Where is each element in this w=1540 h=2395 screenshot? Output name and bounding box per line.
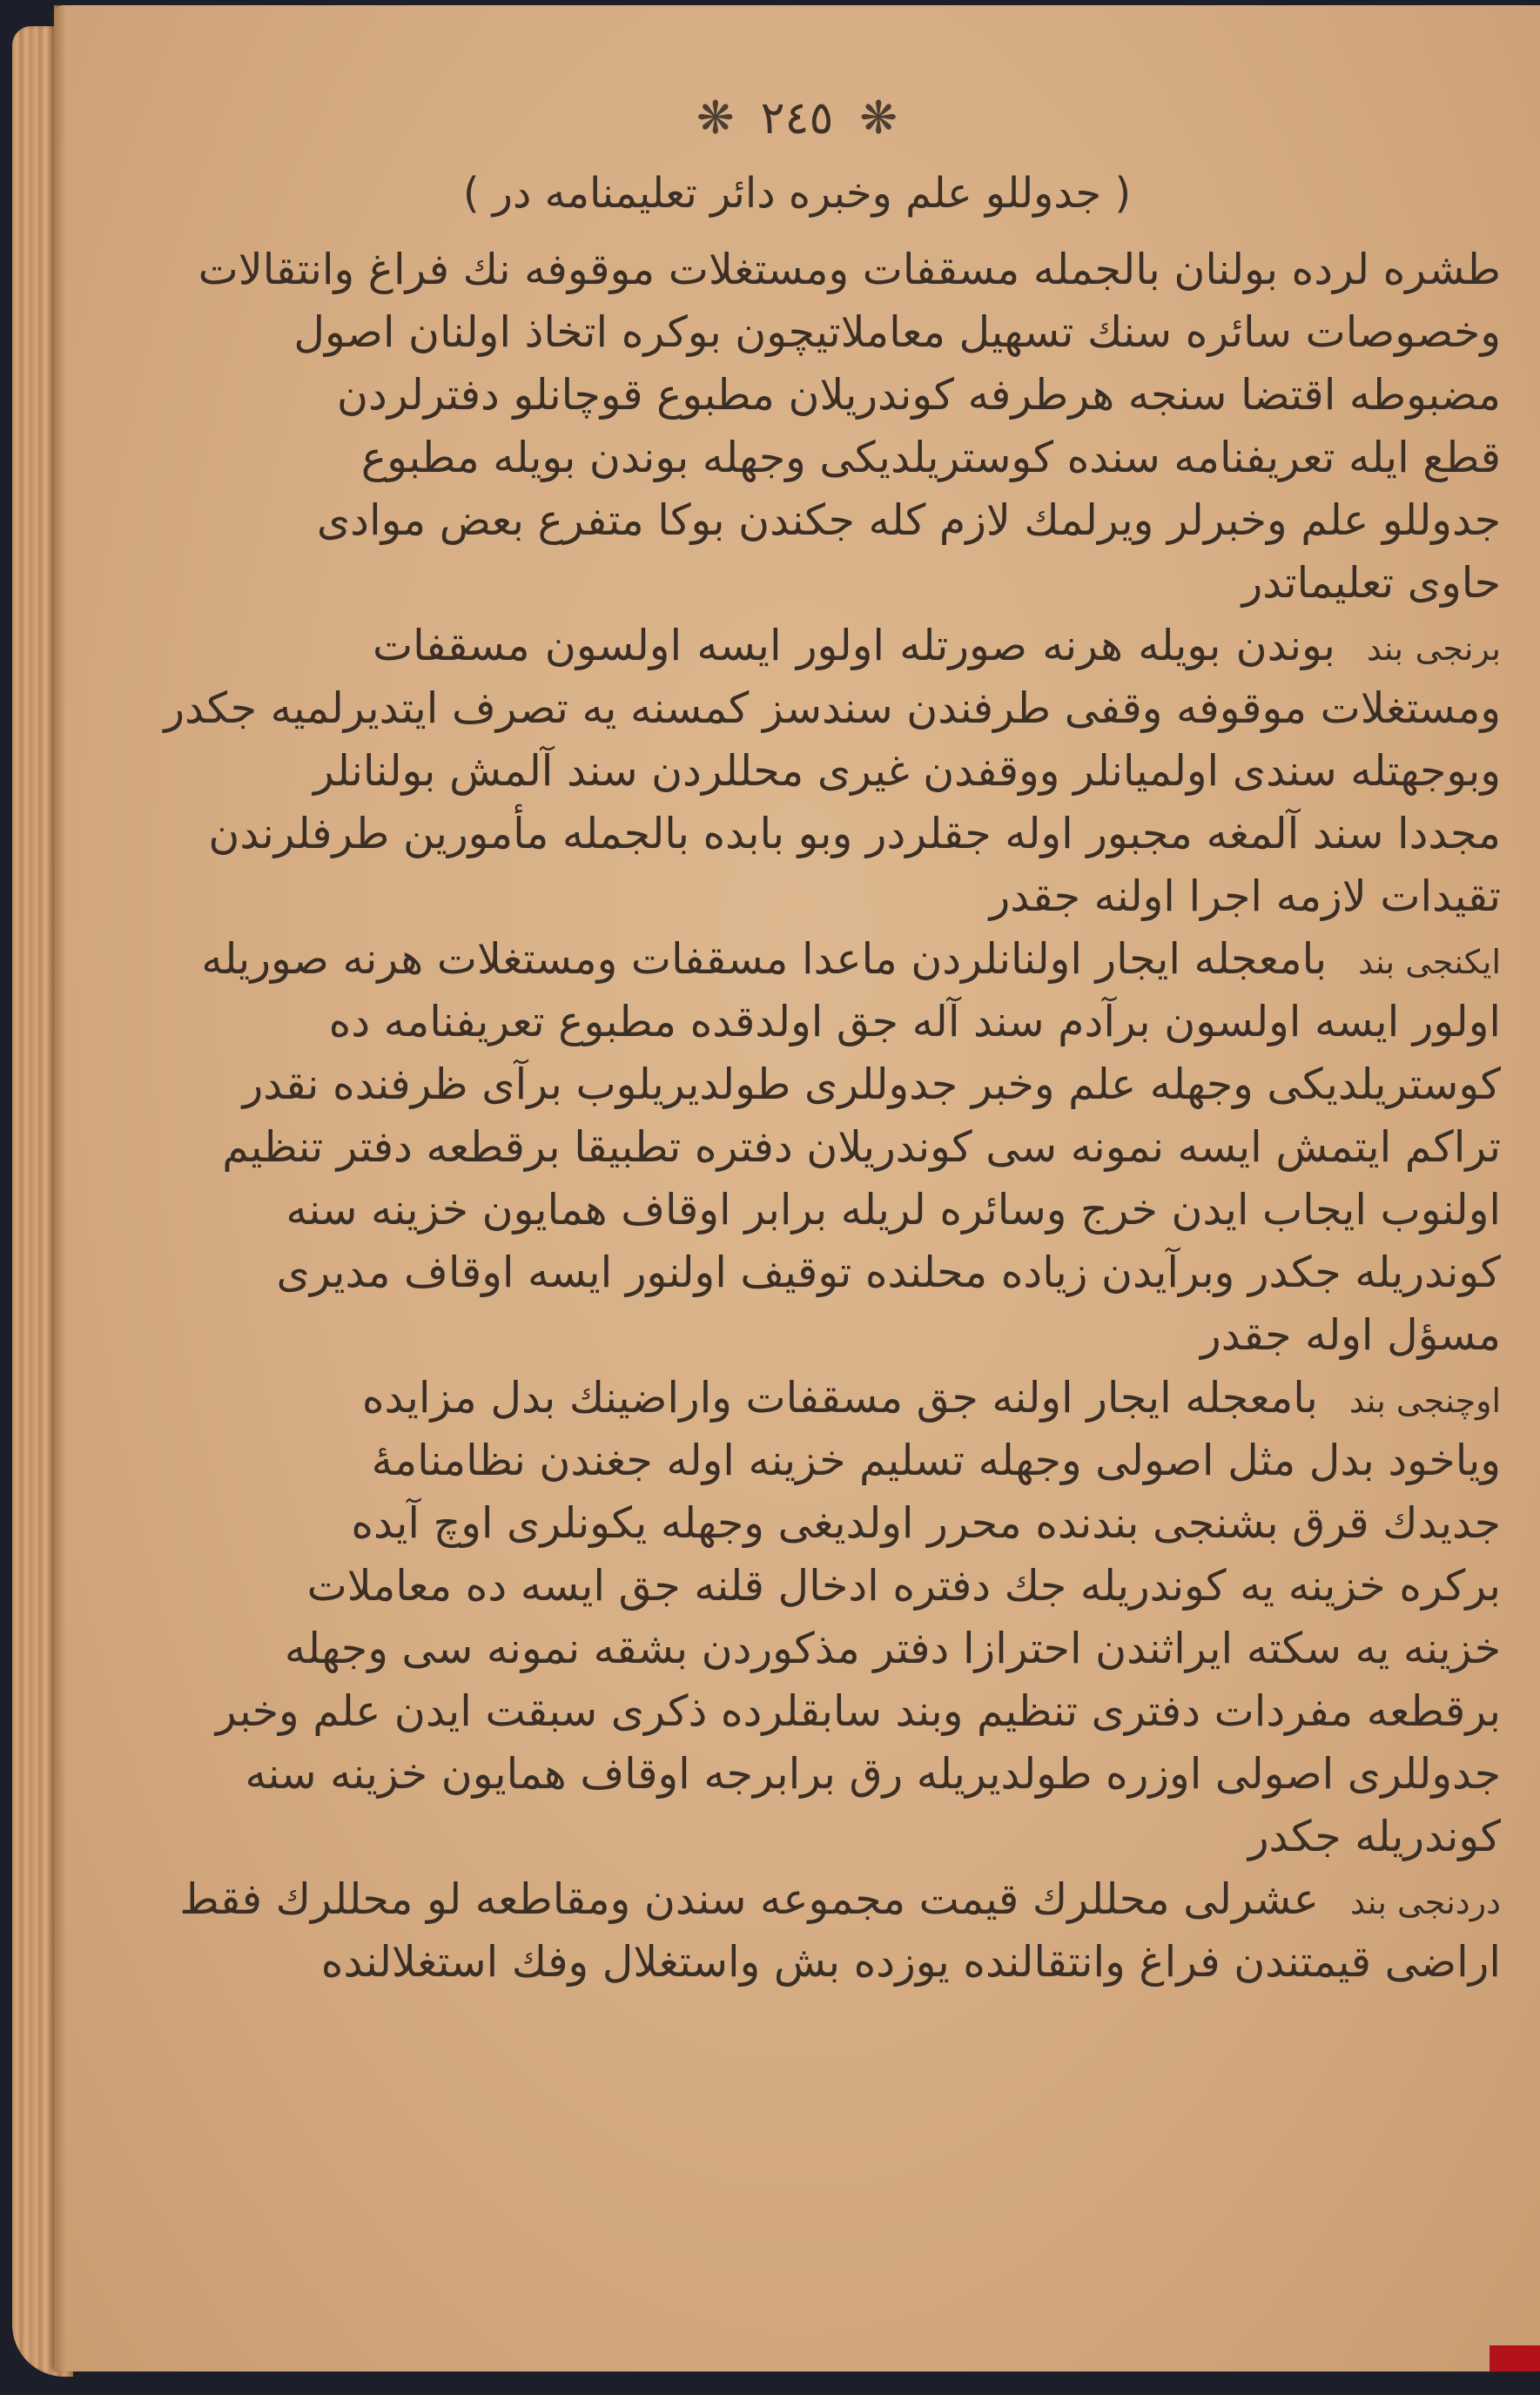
text-line: مسؤل اوله جقدر: [1200, 1310, 1501, 1360]
text-line: مجددا سند آلمغه مجبور اوله جقلردر وبو بابده بالجمله مأمورين طرفلرندن: [208, 809, 1501, 858]
clause-4-first-line: [179, 1868, 1501, 1931]
text-line: جديدك قرق بشنجى بندنده محرر اولديغى وجهله يكونلرى اوچ آيده: [351, 1498, 1501, 1548]
clause-1-first-line: [373, 615, 1501, 677]
text-line: وياخود بدل مثل اصولى وجهله تسليم خزينه اوله جغندن نظامنامهٔ: [371, 1436, 1501, 1485]
flower-ornament-icon: ❋: [859, 92, 898, 145]
text-line: كوندريله جكدر: [1247, 1812, 1501, 1861]
text-line: تقيدات لازمه اجرا اولنه جقدر: [989, 871, 1501, 921]
text-line: بامعجله ايجار اولنانلردن ماعدا مسقفات ومستغلات هرنه صوريله: [201, 934, 1328, 984]
text-line: ومستغلات موقوفه وقفى طرفندن سندسز كمسنه يه تصرف ايتديرلميه جكدر: [164, 683, 1501, 733]
clause-label: برنجى بند: [1366, 629, 1501, 668]
flower-ornament-icon: ❋: [696, 92, 735, 145]
text-line: حاوى تعليماتدر: [1241, 558, 1501, 608]
text-line: اولنوب ايجاب ايدن خرج وسائره لريله برابر اوقاف همايون خزينه سنه: [286, 1185, 1501, 1235]
clause-label: ايكنجى بند: [1358, 943, 1501, 981]
text-line: وبوجهتله سندى اولميانلر ووقفدن غيرى محللردن سند آلمش بولنانلر: [313, 746, 1501, 796]
text-line: عشرلى محللرك قيمت مجموعه سندن ومقاطعه لو محللرك فقط: [179, 1874, 1319, 1924]
text-line: اراضى قيمتندن فراغ وانتقالنده يوزده بش واستغلال وفك استغلالنده: [320, 1937, 1501, 1987]
document-body: [164, 239, 1501, 1994]
page-number: ٢٤٥: [760, 92, 834, 145]
text-line: تراكم ايتمش ايسه نمونه سى كوندريلان دفتره تطبيقا برقطعه دفتر تنظيم: [222, 1122, 1501, 1172]
section-title: ( جدوللو علم وخبره دائر تعليمنامه در ): [462, 169, 1132, 218]
clause-2-first-line: [201, 928, 1501, 991]
text-line: كوستريلديكى وجهله علم وخبر جدوللرى طولديريلوب برآى ظرفنده نقدر: [242, 1060, 1501, 1109]
text-line: طشره لرده بولنان بالجمله مسقفات ومستغلات موقوفه نك فراغ وانتقالات: [198, 245, 1501, 294]
clause-3-first-line: [361, 1367, 1501, 1430]
text-line: وخصوصات سائره سنك تسهيل معاملاتيچون بوكره اتخاذ اولنان اصول: [293, 307, 1501, 357]
clause-label: اوچنجى بند: [1348, 1382, 1501, 1420]
text-line: برقطعه مفردات دفترى تنظيم وبند سابقلرده ذكرى سبقت ايدن علم وخبر: [215, 1686, 1501, 1736]
text-line: مضبوطه اقتضا سنجه هرطرفه كوندريلان مطبوع قوچانلو دفترلردن: [337, 370, 1501, 420]
red-corner-tab: [1490, 2345, 1540, 2371]
text-line: خزينه يه سكته ايراثندن احترازا دفتر مذكوردن بشقه نمونه سى وجهله: [284, 1624, 1501, 1673]
text-line: اولور ايسه اولسون برآدم سند آله جق اولدقده مطبوع تعريفنامه ده: [328, 997, 1501, 1046]
text-line: بوندن بويله هرنه صورتله اولور ايسه اولسون مسقفات: [373, 621, 1335, 670]
text-line: بركره خزينه يه كوندريله جك دفتره ادخال قلنه جق ايسه ده معاملات: [306, 1561, 1501, 1611]
page-header: [54, 92, 1540, 145]
text-line: كوندريله جكدر وبرآيدن زياده محلنده توقيف اولنور ايسه اوقاف مديرى: [276, 1248, 1501, 1297]
text-line: جدوللرى اصولى اوزره طولديريله رق برابرجه اوقاف همايون خزينه سنه: [245, 1749, 1501, 1799]
document-page: [54, 5, 1540, 2371]
clause-label: دردنجى بند: [1349, 1883, 1501, 1921]
text-line: جدوللو علم وخبرلر ويرلمك لازم كله جكندن بوكا متفرع بعض موادى: [316, 495, 1501, 545]
text-line: قطع ايله تعريفنامه سنده كوستريلديكى وجهله بوندن بويله مطبوع: [360, 433, 1501, 482]
text-line: بامعجله ايجار اولنه جق مسقفات واراضينك بدل مزايده: [361, 1373, 1318, 1423]
